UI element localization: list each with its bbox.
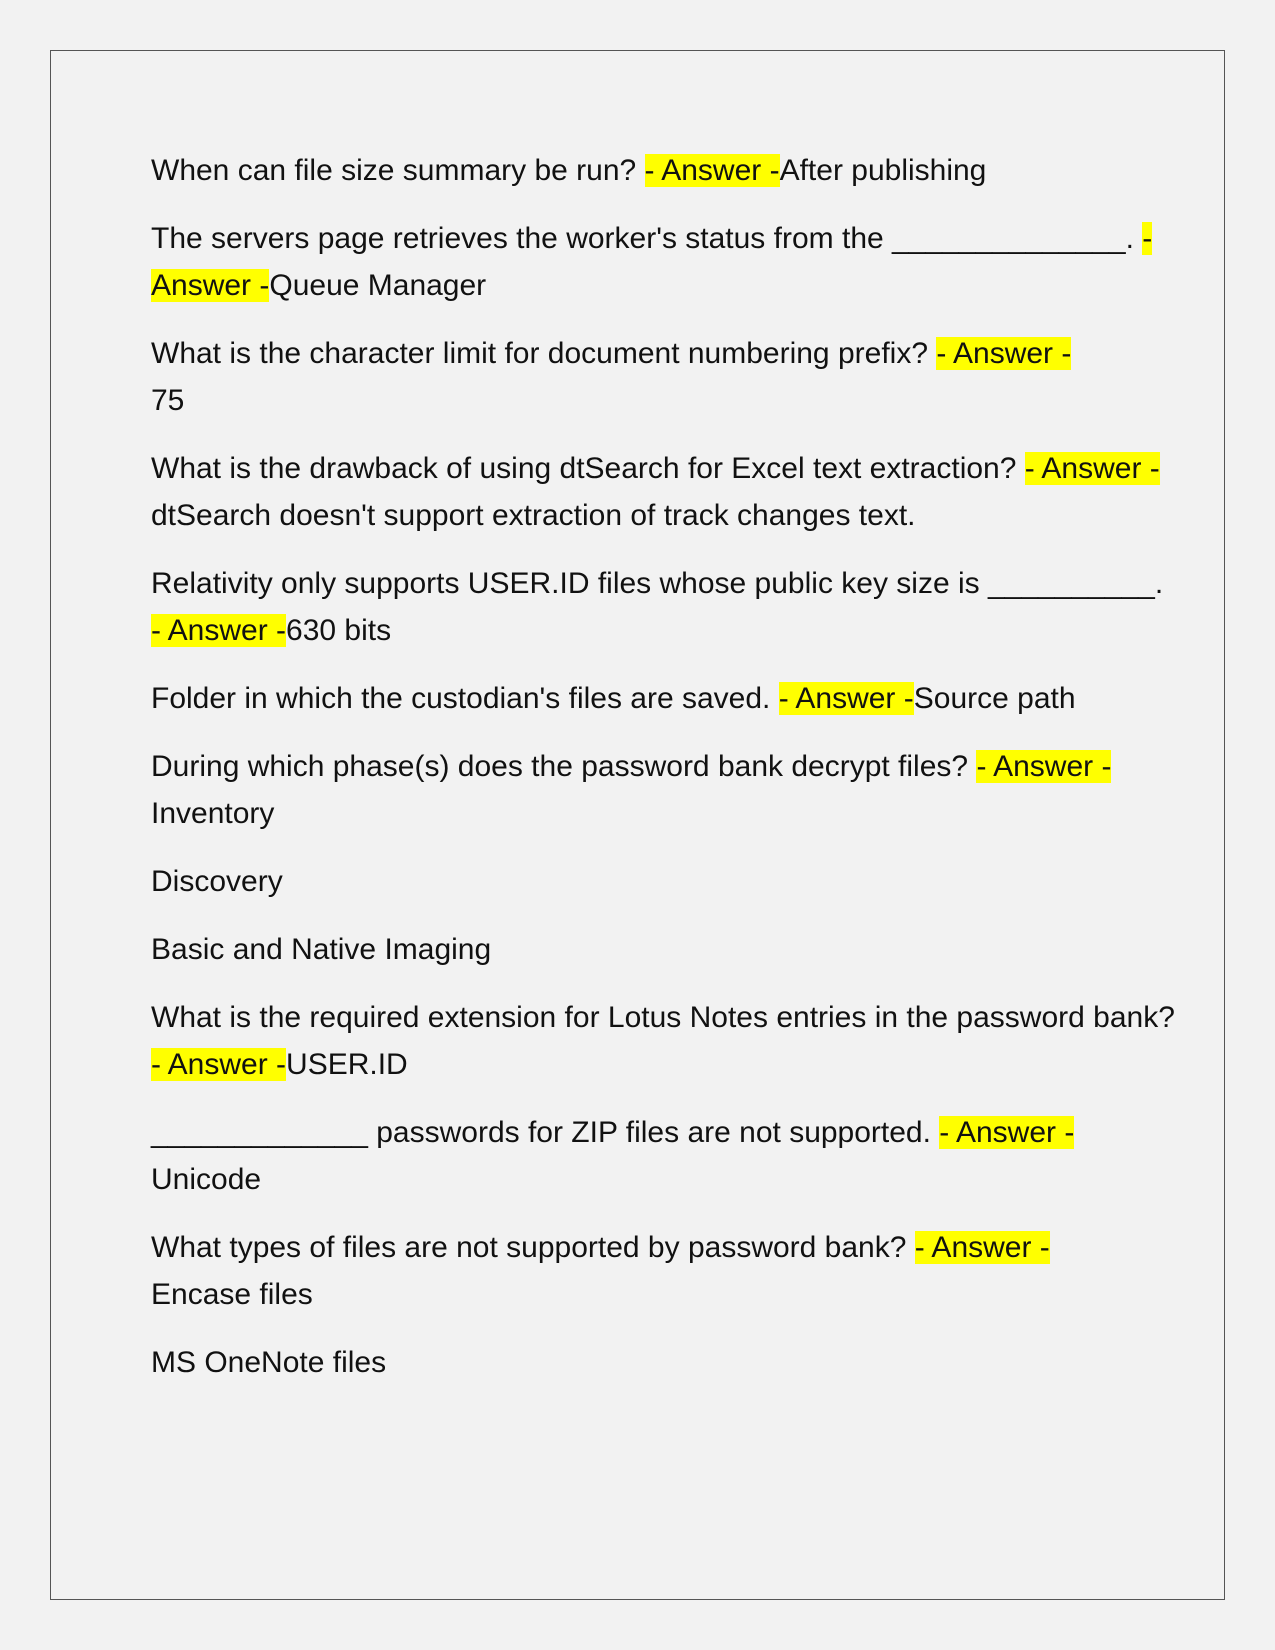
answer-text: dtSearch doesn't support extraction of track changes text. (151, 499, 916, 532)
answer-text: Inventory (151, 797, 275, 830)
answer-marker-highlight: - Answer - (914, 1231, 1050, 1264)
qa-paragraph-1 (151, 147, 1181, 194)
answer-text: Source path (913, 682, 1076, 715)
answer-text: After publishing (779, 154, 987, 187)
document-page (50, 50, 1225, 1600)
answer-marker-highlight: - Answer - (778, 682, 914, 715)
answer-marker-highlight: - Answer - (644, 154, 780, 187)
question-text: What is the required extension for Lotus Notes entries in the password bank? (151, 1001, 1175, 1034)
qa-paragraph-10 (151, 1224, 1181, 1318)
answer-marker-highlight: - Answer - (151, 1048, 287, 1081)
answer-text: USER.ID (286, 1048, 408, 1081)
text-paragraph-onenote (151, 1339, 1181, 1386)
question-text: _____________ passwords for ZIP files are not supported. (151, 1116, 940, 1149)
qa-paragraph-3 (151, 330, 1181, 424)
answer-marker-highlight: - Answer - (151, 222, 1153, 302)
answer-text: 75 (151, 384, 185, 417)
qa-paragraph-7 (151, 743, 1181, 837)
qa-paragraph-4 (151, 445, 1181, 539)
question-text: What is the character limit for document numbering prefix? (151, 337, 937, 370)
qa-paragraph-8 (151, 994, 1181, 1088)
question-text: The servers page retrieves the worker's status from the ______________. (151, 222, 1143, 255)
qa-paragraph-6 (151, 675, 1181, 722)
qa-paragraph-5 (151, 560, 1181, 654)
answer-marker-highlight: - Answer - (976, 750, 1112, 783)
question-text: What types of files are not supported by password bank? (151, 1231, 915, 1264)
question-text: During which phase(s) does the password bank decrypt files? (151, 750, 977, 783)
qa-paragraph-2 (151, 215, 1181, 309)
answer-marker-highlight: - Answer - (1024, 452, 1160, 485)
answer-text: 630 bits (286, 614, 392, 647)
answer-marker-highlight: - Answer - (939, 1116, 1075, 1149)
answer-text: Queue Manager (269, 269, 487, 302)
question-text: Relativity only supports USER.ID files whose public key size is __________. (151, 567, 1164, 600)
answer-text: Encase files (151, 1278, 313, 1311)
question-text: Folder in which the custodian's files are saved. (151, 682, 779, 715)
answer-marker-highlight: - Answer - (151, 614, 287, 647)
answer-text: Unicode (151, 1163, 262, 1196)
body-text: MS OneNote files (151, 1346, 387, 1379)
question-text: What is the drawback of using dtSearch for Excel text extraction? (151, 452, 1025, 485)
question-text: When can file size summary be run? (151, 154, 645, 187)
text-paragraph-imaging (151, 926, 1181, 973)
answer-marker-highlight: - Answer - (936, 337, 1072, 370)
document-body (151, 147, 1181, 1407)
body-text: Discovery (151, 865, 283, 898)
qa-paragraph-9 (151, 1109, 1181, 1203)
text-paragraph-discovery (151, 858, 1181, 905)
body-text: Basic and Native Imaging (151, 933, 492, 966)
